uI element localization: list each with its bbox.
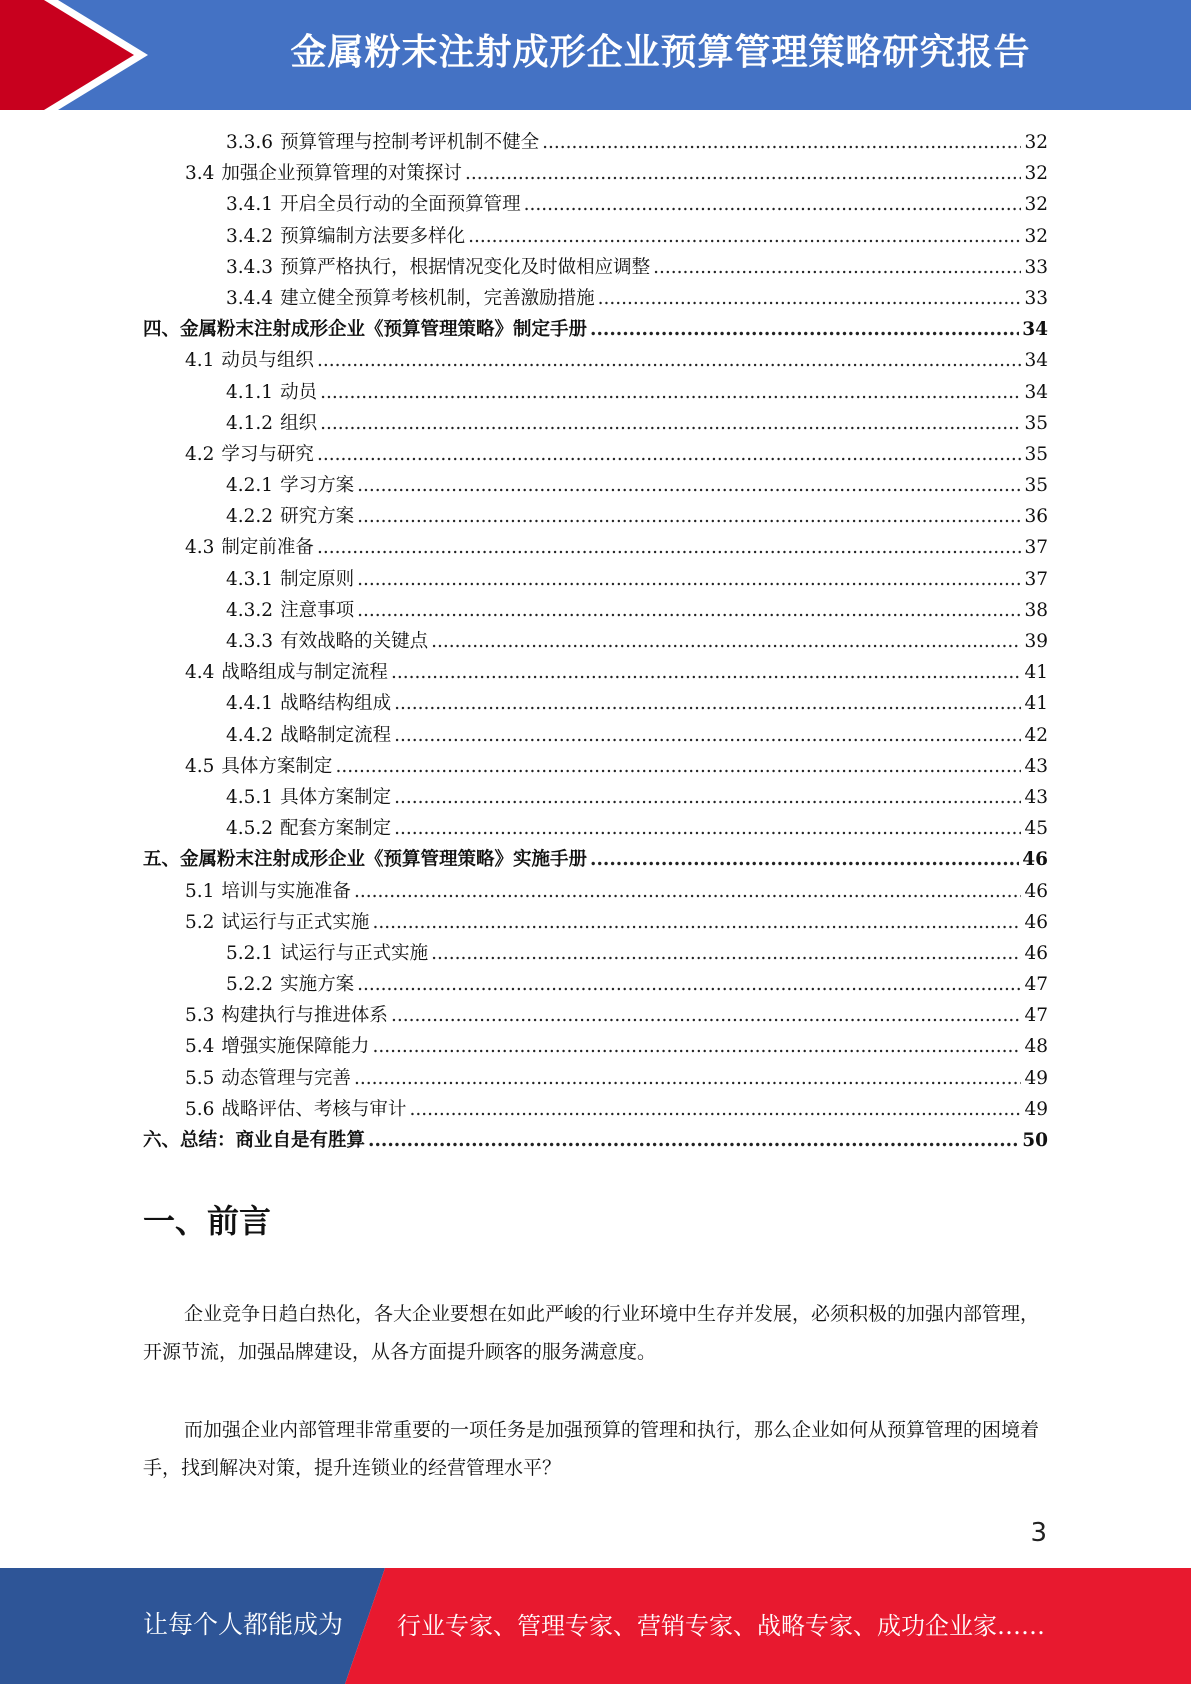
toc-entry-page: 46 bbox=[1024, 942, 1048, 964]
section-heading: 一、前言 bbox=[143, 1202, 272, 1240]
toc-entry-number: 4.5.2 bbox=[226, 818, 274, 840]
toc-leader-dots bbox=[357, 595, 1021, 626]
toc-entry-number: 5.6 bbox=[185, 1098, 215, 1120]
toc-entry-number: 4.1.2 bbox=[226, 412, 274, 434]
toc-leader-dots bbox=[394, 782, 1021, 813]
toc-leader-dots bbox=[391, 657, 1022, 688]
toc-entry-label bbox=[185, 1094, 406, 1125]
arrow-decoration-icon bbox=[0, 0, 160, 110]
toc-entry-number: 4.3.2 bbox=[226, 599, 274, 621]
toc-entry-title: 组织 bbox=[280, 412, 318, 434]
toc-entry-label bbox=[185, 1031, 369, 1062]
toc-entry[interactable] bbox=[143, 969, 1048, 1000]
toc-entry[interactable] bbox=[143, 938, 1048, 969]
toc-entry-page: 49 bbox=[1024, 1067, 1048, 1089]
toc-leader-dots bbox=[335, 751, 1021, 782]
toc-entry-label bbox=[185, 907, 369, 938]
toc-entry-label bbox=[185, 158, 462, 189]
toc-entry-number: 4.2 bbox=[185, 443, 215, 465]
toc-entry-label bbox=[185, 1063, 351, 1094]
toc-entry[interactable] bbox=[143, 751, 1048, 782]
toc-entry[interactable] bbox=[143, 158, 1048, 189]
toc-entry[interactable] bbox=[143, 189, 1048, 220]
toc-leader-dots bbox=[394, 813, 1021, 844]
toc-entry[interactable] bbox=[143, 688, 1048, 719]
toc-leader-dots bbox=[465, 158, 1022, 189]
toc-entry-title: 建立健全预算考核机制，完善激励措施 bbox=[280, 287, 595, 309]
toc-entry-title: 具体方案制定 bbox=[221, 755, 333, 777]
header-banner bbox=[0, 0, 1191, 110]
toc-entry-page: 32 bbox=[1024, 132, 1048, 153]
toc-entry-title: 四、金属粉末注射成形企业《预算管理策略》制定手册 bbox=[143, 319, 588, 341]
toc-entry-number: 4.4.2 bbox=[226, 724, 274, 746]
toc-leader-dots bbox=[317, 345, 1022, 376]
toc-entry-label bbox=[226, 127, 539, 158]
toc-leader-dots bbox=[368, 1125, 1019, 1156]
toc-leader-dots bbox=[590, 314, 1019, 345]
toc-entry-number: 4.1.1 bbox=[226, 381, 274, 403]
toc-entry-label bbox=[226, 408, 317, 439]
toc-leader-dots bbox=[354, 1063, 1022, 1094]
toc-entry-page: 39 bbox=[1024, 631, 1048, 652]
toc-entry-page: 32 bbox=[1024, 194, 1048, 216]
toc-entry-label bbox=[185, 345, 314, 376]
toc-entry-number: 5.3 bbox=[185, 1005, 215, 1027]
toc-entry-number: 3.4 bbox=[185, 163, 215, 185]
toc-entry-title: 注意事项 bbox=[280, 599, 355, 621]
toc-entry[interactable] bbox=[143, 345, 1048, 376]
toc-entry-title: 战略组成与制定流程 bbox=[221, 662, 388, 684]
toc-entry[interactable] bbox=[143, 1125, 1048, 1156]
toc-entry-title: 学习方案 bbox=[280, 475, 355, 497]
toc-entry-title: 构建执行与推进体系 bbox=[221, 1005, 388, 1027]
toc-entry-title: 试运行与正式实施 bbox=[280, 942, 429, 964]
toc-entry-label bbox=[226, 688, 391, 719]
toc-leader-dots bbox=[653, 252, 1021, 283]
toc-entry-page: 37 bbox=[1024, 568, 1048, 590]
toc-entry-page: 35 bbox=[1024, 412, 1048, 434]
toc-entry-page: 41 bbox=[1024, 693, 1048, 715]
toc-entry-label bbox=[185, 876, 351, 907]
footer-banner bbox=[0, 1568, 1191, 1684]
toc-entry-page: 48 bbox=[1024, 1036, 1048, 1058]
toc-entry-page: 47 bbox=[1024, 1005, 1048, 1027]
toc-entry[interactable] bbox=[143, 532, 1048, 563]
toc-entry-page: 32 bbox=[1024, 163, 1048, 185]
toc-entry-number: 4.3 bbox=[185, 537, 215, 559]
toc-entry[interactable] bbox=[143, 283, 1048, 314]
toc-entry-page: 45 bbox=[1024, 818, 1048, 840]
toc-leader-dots bbox=[357, 564, 1021, 595]
footer-slogan-left: 让每个人都能成为 bbox=[143, 1610, 344, 1639]
toc-entry[interactable] bbox=[143, 314, 1048, 345]
toc-entry-title: 具体方案制定 bbox=[280, 786, 392, 808]
toc-entry-label bbox=[226, 720, 391, 751]
toc-leader-dots bbox=[468, 221, 1021, 252]
toc-entry[interactable] bbox=[143, 501, 1048, 532]
toc-entry-title: 动员与组织 bbox=[221, 350, 314, 372]
toc-entry-label bbox=[143, 1125, 365, 1156]
toc-entry-number: 4.4.1 bbox=[226, 693, 274, 715]
toc-leader-dots bbox=[320, 377, 1021, 408]
toc-entry-title: 战略结构组成 bbox=[280, 693, 392, 715]
toc-entry-label bbox=[226, 938, 428, 969]
toc-entry-label bbox=[185, 751, 332, 782]
toc-leader-dots bbox=[320, 408, 1021, 439]
toc-entry-page: 47 bbox=[1024, 974, 1048, 996]
toc-entry-title: 战略制定流程 bbox=[280, 724, 392, 746]
toc-entry-number: 5.5 bbox=[185, 1067, 215, 1089]
toc-entry-title: 战略评估、考核与审计 bbox=[221, 1098, 407, 1120]
toc-entry[interactable] bbox=[143, 1031, 1048, 1062]
toc-entry-title: 预算严格执行，根据情况变化及时做相应调整 bbox=[280, 256, 651, 278]
toc-entry-number: 4.3.1 bbox=[226, 568, 274, 590]
toc-entry-number: 5.2 bbox=[185, 911, 215, 933]
toc-entry-page: 36 bbox=[1024, 506, 1048, 528]
toc-entry-title: 开启全员行动的全面预算管理 bbox=[280, 194, 521, 216]
toc-entry-page: 42 bbox=[1024, 724, 1048, 746]
toc-entry-number: 3.4.1 bbox=[226, 194, 274, 216]
toc-entry[interactable] bbox=[143, 1000, 1048, 1031]
toc-entry-title: 培训与实施准备 bbox=[221, 880, 351, 902]
toc-entry[interactable] bbox=[143, 221, 1048, 252]
paragraph: 企业竞争日趋白热化，各大企业要想在如此严峻的行业环境中生存并发展，必须积极的加强内部管理，开源节流，加强品牌建设，从各方面提升顾客的服务满意度。 bbox=[143, 1303, 1040, 1363]
toc-entry-title: 加强企业预算管理的对策探讨 bbox=[221, 163, 462, 185]
toc-entry[interactable] bbox=[143, 595, 1048, 626]
toc-entry[interactable] bbox=[143, 377, 1048, 408]
table-of-contents bbox=[143, 127, 1048, 1156]
toc-entry-title: 制定原则 bbox=[280, 568, 355, 590]
toc-leader-dots bbox=[372, 1031, 1021, 1062]
toc-leader-dots bbox=[542, 127, 1021, 158]
toc-entry-label bbox=[226, 626, 428, 657]
toc-entry-page: 34 bbox=[1022, 319, 1048, 341]
toc-entry-number: 5.1 bbox=[185, 880, 215, 902]
toc-entry-number: 4.5 bbox=[185, 755, 215, 777]
toc-entry[interactable] bbox=[143, 626, 1048, 657]
toc-entry[interactable] bbox=[143, 720, 1048, 751]
toc-entry-title: 增强实施保障能力 bbox=[221, 1036, 370, 1058]
toc-entry-page: 43 bbox=[1024, 755, 1048, 777]
toc-entry[interactable] bbox=[143, 813, 1048, 844]
toc-entry-number: 4.2.1 bbox=[226, 475, 274, 497]
toc-entry-label bbox=[226, 782, 391, 813]
toc-entry[interactable] bbox=[143, 907, 1048, 938]
toc-leader-dots bbox=[431, 938, 1021, 969]
toc-entry[interactable] bbox=[143, 876, 1048, 907]
toc-entry-page: 33 bbox=[1024, 287, 1048, 309]
toc-entry-label bbox=[226, 969, 354, 1000]
toc-entry-label bbox=[185, 1000, 388, 1031]
toc-entry-title: 学习与研究 bbox=[221, 443, 314, 465]
toc-leader-dots bbox=[394, 720, 1021, 751]
toc-entry-title: 制定前准备 bbox=[221, 537, 314, 559]
toc-entry-title: 实施方案 bbox=[280, 974, 355, 996]
toc-entry-page: 46 bbox=[1024, 911, 1048, 933]
toc-entry-page: 46 bbox=[1024, 880, 1048, 902]
toc-entry-number: 5.2.1 bbox=[226, 942, 274, 964]
toc-entry-title: 研究方案 bbox=[280, 506, 355, 528]
toc-leader-dots bbox=[394, 688, 1021, 719]
toc-entry-number: 5.4 bbox=[185, 1036, 215, 1058]
toc-leader-dots bbox=[409, 1094, 1021, 1125]
toc-entry-title: 配套方案制定 bbox=[280, 818, 392, 840]
toc-entry-title: 五、金属粉末注射成形企业《预算管理策略》实施手册 bbox=[143, 849, 588, 871]
toc-entry-number: 4.1 bbox=[185, 350, 215, 372]
toc-entry-title: 动员 bbox=[280, 381, 318, 403]
toc-entry-page: 35 bbox=[1024, 475, 1048, 497]
toc-entry[interactable] bbox=[143, 1094, 1048, 1125]
toc-entry-page: 46 bbox=[1022, 849, 1048, 871]
page-number: 3 bbox=[1030, 1518, 1047, 1548]
toc-entry-label bbox=[226, 283, 595, 314]
toc-entry-number: 5.2.2 bbox=[226, 974, 274, 996]
toc-entry-label bbox=[143, 314, 587, 345]
toc-entry-page: 37 bbox=[1024, 537, 1048, 559]
toc-entry-title: 有效战略的关键点 bbox=[280, 631, 429, 652]
toc-entry[interactable] bbox=[143, 408, 1048, 439]
toc-entry-number: 4.3.3 bbox=[226, 631, 274, 652]
toc-entry-page: 34 bbox=[1024, 350, 1048, 372]
toc-leader-dots bbox=[391, 1000, 1022, 1031]
toc-entry-page: 32 bbox=[1024, 225, 1048, 247]
toc-entry-page: 49 bbox=[1024, 1098, 1048, 1120]
toc-entry-number: 3.4.4 bbox=[226, 287, 274, 309]
toc-entry[interactable] bbox=[143, 127, 1048, 158]
toc-entry-label bbox=[185, 439, 314, 470]
toc-entry[interactable] bbox=[143, 844, 1048, 875]
toc-entry-title: 六、总结：商业自是有胜算 bbox=[143, 1130, 366, 1151]
toc-entry[interactable] bbox=[143, 439, 1048, 470]
toc-entry-label bbox=[226, 564, 354, 595]
toc-entry[interactable] bbox=[143, 1063, 1048, 1094]
toc-entry[interactable] bbox=[143, 657, 1048, 688]
toc-entry[interactable] bbox=[143, 564, 1048, 595]
toc-leader-dots bbox=[357, 501, 1021, 532]
toc-entry-title: 动态管理与完善 bbox=[221, 1067, 351, 1089]
footer-slogan-right: 行业专家、管理专家、营销专家、战略专家、成功企业家…… bbox=[397, 1612, 1045, 1640]
toc-entry-page: 50 bbox=[1022, 1130, 1048, 1151]
toc-entry-label bbox=[143, 844, 587, 875]
toc-leader-dots bbox=[524, 189, 1022, 220]
toc-leader-dots bbox=[590, 844, 1019, 875]
toc-entry[interactable] bbox=[143, 470, 1048, 501]
toc-entry-number: 4.2.2 bbox=[226, 506, 274, 528]
toc-entry-label bbox=[185, 657, 388, 688]
toc-entry-title: 试运行与正式实施 bbox=[221, 911, 370, 933]
toc-entry-number: 3.4.2 bbox=[226, 225, 274, 247]
toc-leader-dots bbox=[317, 532, 1022, 563]
toc-entry-title: 预算管理与控制考评机制不健全 bbox=[280, 132, 540, 153]
toc-entry-label bbox=[226, 189, 521, 220]
toc-entry-label bbox=[226, 221, 465, 252]
toc-entry-number: 3.3.6 bbox=[226, 132, 274, 153]
toc-entry-number: 4.4 bbox=[185, 662, 215, 684]
toc-entry-label bbox=[226, 813, 391, 844]
toc-leader-dots bbox=[598, 283, 1022, 314]
toc-entry-page: 41 bbox=[1024, 662, 1048, 684]
toc-entry-page: 35 bbox=[1024, 443, 1048, 465]
toc-leader-dots bbox=[431, 626, 1021, 657]
toc-entry-label bbox=[185, 532, 314, 563]
toc-leader-dots bbox=[372, 907, 1021, 938]
toc-entry-label bbox=[226, 470, 354, 501]
paragraph: 而加强企业内部管理非常重要的一项任务是加强预算的管理和执行，那么企业如何从预算管理的困境着手，找到解决对策，提升连锁业的经营管理水平？ bbox=[143, 1419, 1040, 1479]
toc-entry-label bbox=[226, 252, 650, 283]
toc-entry-number: 3.4.3 bbox=[226, 256, 274, 278]
toc-entry-page: 43 bbox=[1024, 786, 1048, 808]
toc-leader-dots bbox=[357, 470, 1021, 501]
toc-entry[interactable] bbox=[143, 782, 1048, 813]
toc-leader-dots bbox=[354, 876, 1022, 907]
toc-entry-label bbox=[226, 595, 354, 626]
toc-entry-page: 34 bbox=[1024, 381, 1048, 403]
toc-leader-dots bbox=[357, 969, 1021, 1000]
toc-leader-dots bbox=[317, 439, 1022, 470]
toc-entry-title: 预算编制方法要多样化 bbox=[280, 225, 466, 247]
document-title: 金属粉末注射成形企业预算管理策略研究报告 bbox=[290, 32, 1031, 73]
toc-entry-label bbox=[226, 377, 317, 408]
toc-entry-label bbox=[226, 501, 354, 532]
toc-entry-number: 4.5.1 bbox=[226, 786, 274, 808]
toc-entry-page: 38 bbox=[1024, 599, 1048, 621]
toc-entry-page: 33 bbox=[1024, 256, 1048, 278]
toc-entry[interactable] bbox=[143, 252, 1048, 283]
